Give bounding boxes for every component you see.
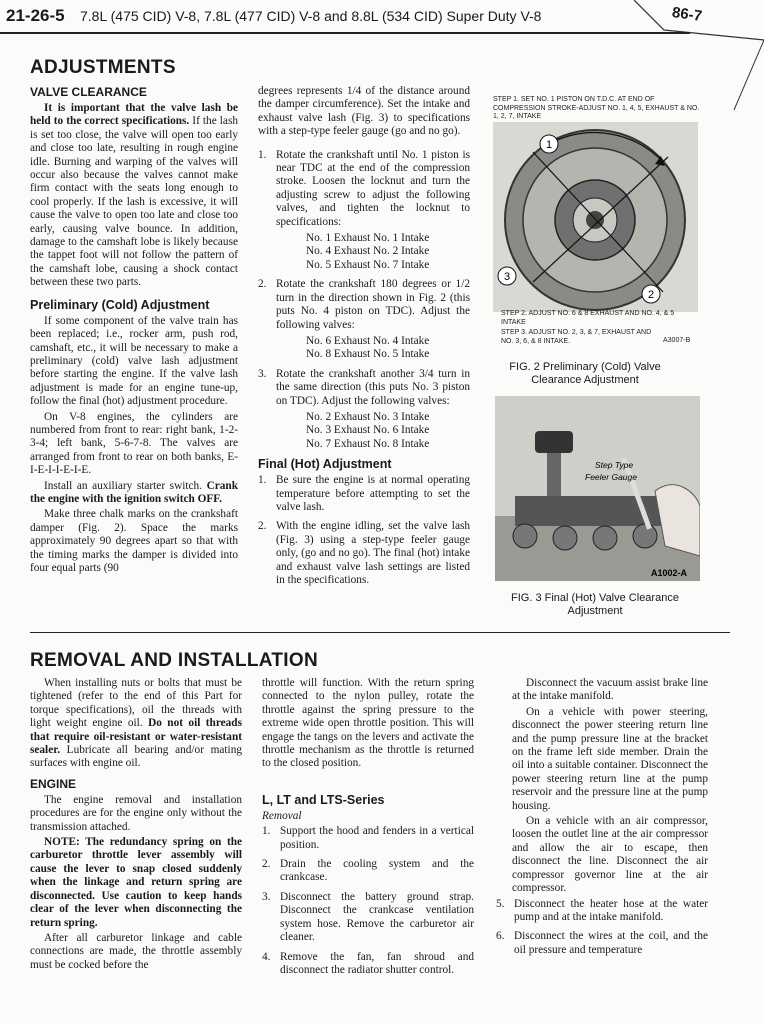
engine-heading: ENGINE [30,776,77,791]
list-item: 1. Be sure the engine is at normal operating temperature before attempting to set the valve lash. [258,474,470,513]
list-item: 5. Disconnect the heater hose at the water pump and at the intake manifold. [496,897,708,923]
fig2-step1-label: STEP 1. SET NO. 1 PISTON ON T.D.C. AT END OF COMPRESSION STROKE-ADJUST NO. 1, 4, 5, EXHAUST & NO. 1, 2, 7, INTAKE [493,96,700,120]
valve-clearance-paragraph: It is important that the valve lash be held to the correct specifications. If the lash is set too close, the valve will open too early and close too late, resulting in rough engine idle. Burning and warping of the valves will occur also because the valves cannot make firm contact with the seats long enough to cool properly. If the lash is excessive, it will cause the valve to open too late and close too early, causing valve bounce. In addition, damage to the camshaft lobe is likely because the tappet foot will not follow the pattern of the camshaft lobe, causing a shock contact between these two parts. [30,102,238,289]
valve-clearance-heading: VALVE CLEARANCE [30,85,147,99]
removal-steps-continued [496,898,708,958]
list-item: 2. Drain the cooling system and the crankcase. [262,858,474,884]
header-rule [0,32,690,34]
preliminary-paragraph-4: Make three chalk marks on the crankshaft damper (Fig. 2). Space the marks approximately 90 degrees apart so that with the timing marks the damper is divided into four equal parts (90 [30,508,238,574]
vacuum-brake-paragraph: Disconnect the vacuum assist brake line at the intake manifold. [512,677,708,703]
list-item: 2. Rotate the crankshaft 180 degrees or 1/2 turn in the direction shown in Fig. 2 (this puts No. 4 piston on TDC). Adjust the following valves: No. 6 Exhaust No. 4 Intake No. 8 Exhaust No. 5 Intake [258,278,470,361]
handwritten-note: 86-7 [670,3,704,26]
fig2-step2-label: STEP 2. ADJUST NO. 6 & 8 EXHAUST AND NO. 4, & 5 INTAKE [501,310,675,326]
feeler-gauge-photo [495,396,700,581]
preliminary-paragraph-5: degrees represents 1/4 of the distance around the damper circumference). Set the intake and exhaust valve lash (Fig. 3) to specifications with a step-type feeler gauge (go and no go). [258,85,470,138]
figure-3 [495,396,700,581]
preliminary-heading: Preliminary (Cold) Adjustment [30,297,210,312]
removal-column-2 [262,677,474,983]
preliminary-paragraph-1: If some component of the valve train has been replaced; i.e., rocker arm, push rod, camshaft, etc., it will be necessary to make a preliminary (cold) valve lash adjustment before starting the engine. If the valve lash adjustment is made for an engine tune-up, follow the final (hot) adjustment procedure. [30,314,238,408]
list-item: 3. Disconnect the battery ground strap. Disconnect the crankcase ventilation system hose. Remove the carburetor air cleaner. [262,890,474,944]
adjustments-heading: ADJUSTMENTS [30,57,176,78]
preliminary-paragraph-2: On V-8 engines, the cylinders are numbered from front to rear: right bank, 1-2-3-4; left bank, 5-6-7-8. The valves are arranged from front to rear on both banks, E-I-E-I-I-E-I-E. [30,410,238,477]
removal-column-1 [30,677,242,974]
marker-2: 2 [647,289,655,301]
removal-steps [262,825,474,977]
throttle-paragraph: throttle will function. With the return spring connected to the nylon pulley, rotate the throttle against the spring pressure to the extreme wide open throttle position. This will engage the tangs on the levers and activate the throttle mechanism as the throttle is returned to the closed position. [262,677,474,770]
list-item: 1. Rotate the crankshaft until No. 1 piston is near TDC at the end of the compression stroke. Loosen the locknut and turn the adjusting screw to adjust the following valves, and tighten the locknut to specifications: No. 1 Exhaust No. 1 Intake No. 4 Exhaust No. 2 Intake No. 5 Exhaust No. 7 Intake [258,148,470,271]
adjustments-column-1 [30,85,238,577]
preliminary-steps [258,149,470,452]
list-item: 1. Support the hood and fenders in a vertical position. [262,825,474,851]
fig3-label-line2: Feeler Gauge [585,472,637,482]
removal-heading: REMOVAL AND INSTALLATION [30,650,318,671]
marker-3: 3 [503,271,511,283]
running-title: 7.8L (475 CID) V-8, 7.8L (477 CID) V-8 and 8.8L (534 CID) Super Duty V-8 [80,8,542,24]
valve-list-3: No. 2 Exhaust No. 3 Intake No. 3 Exhaust No. 6 Intake No. 7 Exhaust No. 8 Intake [306,410,430,450]
corner-fold-line-icon [624,0,764,110]
fig2-step3-label: STEP 3. ADJUST NO. 2, 3, & 7, EXHAUST AND NO. 3, 6, & 8 INTAKE. [501,329,652,345]
figure-2 [493,96,703,386]
engine-note: NOTE: The redundancy spring on the carburetor throttle lever assembly will cause the lever to snap closed suddenly when the linkage and return spring are disconnected. Use caution to keep hands clear of the lever when disconnecting the return spring. [30,836,242,929]
removal-intro: When installing nuts or bolts that must be tightened (refer to the end of this Part for torque specifications), oil the threads with light weight engine oil. Do not oil threads that require oil-resistant or water-resistant sealer. Lubricate all bearing and/or mating surfaces with engine oil. [30,677,242,770]
engine-paragraph-1: The engine removal and installation procedures are for the engine only without the transmission attached. [30,793,242,833]
removal-column-3 [496,677,708,963]
fig2-caption: FIG. 2 Preliminary (Cold) Valve Clearance Adjustment [509,361,661,386]
final-steps [258,474,470,587]
air-compressor-paragraph: On a vehicle with an air compressor, loosen the outlet line at the air compressor and allow the air to escape, then disconnect the line. Disconnect the air compressor governor line at the air compressor. [512,815,708,895]
list-item: 3. Rotate the crankshaft another 3/4 turn in the same direction (this puts No. 3 piston on TDC). Adjust the following valves: No. 2 Exhaust No. 3 Intake No. 3 Exhaust No. 6 Intake No. 7 Exhaust No. 8 Intake [258,367,470,450]
lts-series-heading: L, LT and LTS-Series [262,792,385,807]
damper-diagram [493,122,698,312]
preliminary-paragraph-3: Install an auxiliary starter switch. Crank the engine with the ignition switch OFF. [30,479,238,505]
fig3-code: A1002-A [651,568,688,578]
list-item: 6. Disconnect the wires at the coil, and the oil pressure and temperature [496,930,708,956]
final-heading: Final (Hot) Adjustment [258,457,392,472]
list-item: 4. Remove the fan, fan shroud and disconnect the radiator shutter control. [262,950,474,976]
engine-paragraph-2: After all carburetor linkage and cable connections are made, the throttle assembly must be cocked before the [30,931,242,971]
section-divider [30,632,730,633]
fig3-label-line1: Step Type [595,460,634,470]
page-number: 21-26-5 [6,6,65,25]
removal-subheading: Removal [262,809,302,822]
fig2-code: A3007-B [663,337,691,344]
power-steering-paragraph: On a vehicle with power steering, disconnect the power steering return line and the pump pressure line at the bracket on the frame left side member. Drain the oil into a suitable container. Disconnect the power steering return line at the pump reservoir and the pressure line at the pump housing. [512,705,708,812]
valve-list-2: No. 6 Exhaust No. 4 Intake No. 8 Exhaust No. 5 Intake [306,334,430,361]
fig3-caption: FIG. 3 Final (Hot) Valve Clearance Adjustment [511,592,679,617]
marker-1: 1 [545,139,553,151]
list-item: 2. With the engine idling, set the valve lash (Fig. 3) using a step-type feeler gauge only, (go and no go). The final (hot) intake and exhaust valve lash settings are listed in the specifications. [258,520,470,586]
adjustments-column-2 [258,85,470,593]
valve-list-1: No. 1 Exhaust No. 1 Intake No. 4 Exhaust No. 2 Intake No. 5 Exhaust No. 7 Intake [306,232,430,271]
